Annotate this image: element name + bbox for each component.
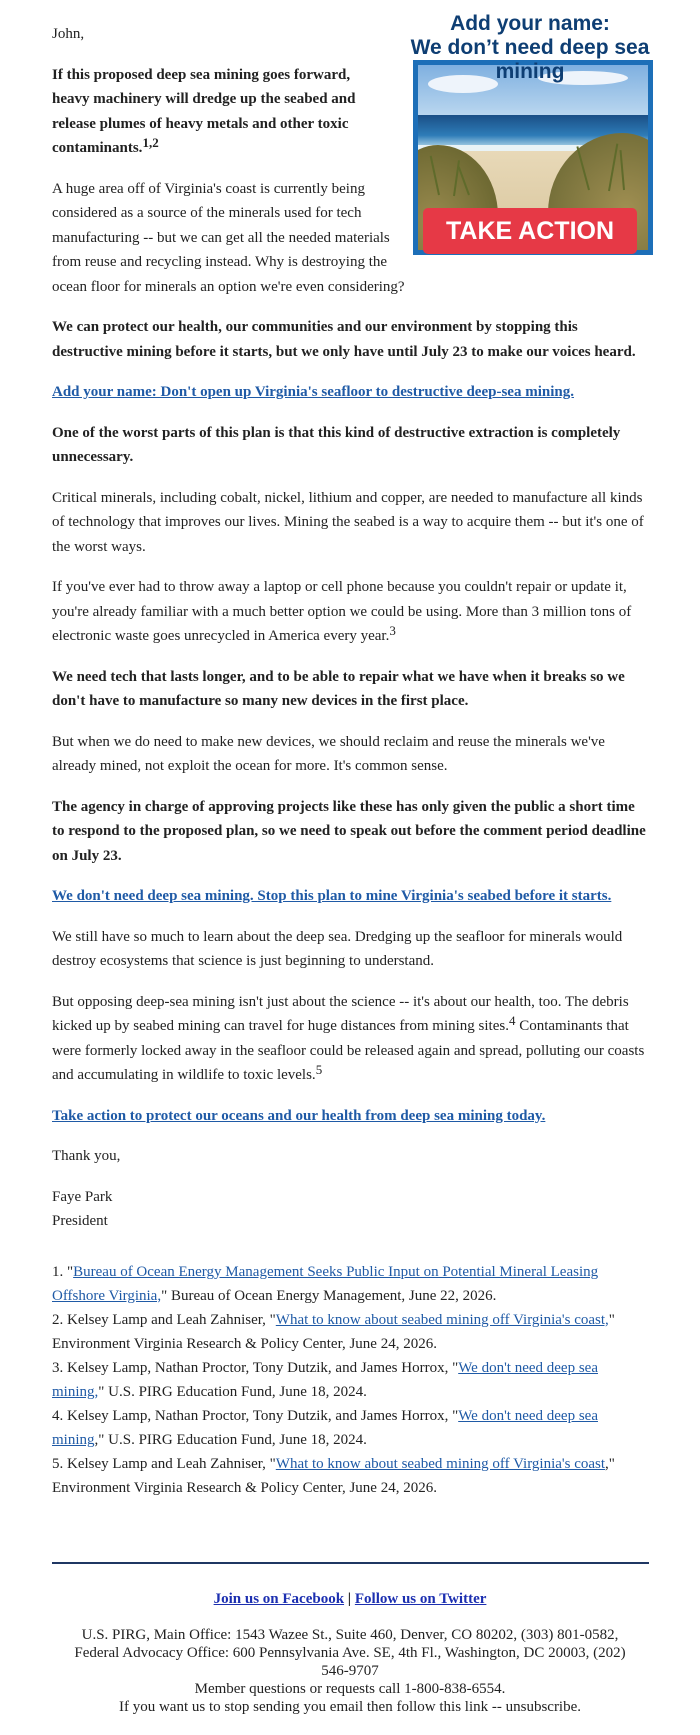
footnote-suffix: " Bureau of Ocean Energy Management, June 22, 2026. [161,1287,497,1304]
address-line: Federal Advocacy Office: 600 Pennsylvania Ave. SE, 4th Fl., Washington, DC 20003, (202) [74,1645,626,1661]
signature [52,1185,649,1234]
twitter-link[interactable]: Follow us on Twitter [354,1591,487,1607]
take-action-button[interactable]: TAKE ACTION [423,208,637,254]
body-paragraph: A huge area off of Virginia's coast is currently being considered as a source of the minerals used for tech manufacturing -- but we can get all the needed materials from reuse and recycling instead. Why is destroying the ocean floor for minerals an option we're even considering? [52,180,405,295]
promo-heading [405,12,655,84]
body-text: Contaminants that were formerly locked away in the seafloor could be released again and spread, polluting our coasts and accumulating in wildlife to toxic levels. [52,1018,645,1083]
body-paragraph [52,575,649,649]
footnote-suffix: " Environment Virginia Research & Policy Center, June 24, 2026. [52,1311,615,1352]
footnote-ref[interactable]: 5 [315,1062,323,1077]
footnote-prefix: 2. Kelsey Lamp and Leah Zahniser, " [52,1311,276,1328]
stop-plan-link[interactable]: We don't need deep sea mining. Stop this plan to mine Virginia's seabed before it starts. [52,888,612,904]
footer [0,1590,700,1716]
intro-text: If this proposed deep sea mining goes forward, heavy machinery will dredge up the seabed and release plumes of heavy metals and other toxic contaminants. [52,66,356,156]
add-name-link[interactable]: Add your name: Don't open up Virginia's seafloor to destructive deep-sea mining. [52,384,574,400]
address-line: U.S. PIRG, Main Office: 1543 Wazee St., Suite 460, Denver, CO 80202, (303) 801-0582, [81,1627,619,1643]
footnote-item [52,1404,649,1452]
email-body [52,12,650,1506]
footnote-item [52,1308,649,1356]
footnote-item [52,1452,649,1500]
facebook-link[interactable]: Join us on Facebook [213,1591,345,1607]
footnote-prefix: 3. Kelsey Lamp, Nathan Proctor, Tony Dutzik, and James Horrox, " [52,1359,459,1376]
promo-heading-line: Add your name: [450,12,610,35]
promo-banner[interactable] [405,12,655,257]
footnote-item [52,1356,649,1404]
member-line: Member questions or requests call 1-800-838-6554. [194,1681,506,1697]
footnote-suffix: " U.S. PIRG Education Fund, June 18, 2024. [98,1383,367,1400]
body-paragraph-bold: We can protect our health, our communities and our environment by stopping this destructive mining before it starts, but we only have until July 23 to make our voices heard. [52,319,636,360]
body-paragraph: We still have so much to learn about the deep sea. Dredging up the seafloor for minerals would destroy ecosystems that science is just beginning to understand. [52,928,623,969]
promo-heading-line: We don’t need deep sea [410,36,650,59]
body-paragraph [52,990,649,1088]
address-line: 546-9707 [321,1663,379,1679]
footnote-ref[interactable]: 4 [508,1013,516,1028]
social-links [0,1590,700,1608]
footnote-suffix: ," Environment Virginia Research & Policy Center, June 24, 2026. [52,1455,615,1496]
footnotes [52,1260,649,1506]
footnote-ref[interactable]: 3 [389,623,396,638]
footnote-link[interactable]: We don't need deep sea mining [52,1407,598,1448]
promo-heading-line: mining [495,60,565,83]
footnote-link[interactable]: What to know about seabed mining off Virginia's coast, [275,1311,609,1328]
footnote-suffix: ," U.S. PIRG Education Fund, June 18, 2024. [94,1431,367,1448]
footnote-prefix: 5. Kelsey Lamp and Leah Zahniser, " [52,1455,276,1472]
unsubscribe-line[interactable]: If you want us to stop sending you email then follow this link -- unsubscribe. [118,1699,582,1715]
footnote-link[interactable]: Bureau of Ocean Energy Management Seeks Public Input on Potential Mineral Leasing Offshore Virginia, [52,1263,599,1304]
body-text: If you've ever had to throw away a laptop or cell phone because you couldn't repair or update it, you're already familiar with a much better option we could be using. More than 3 million tons of electronic waste goes unrecycled in America every year. [52,579,632,644]
body-paragraph-bold: The agency in charge of approving projects like these has only given the public a short time to respond to the proposed plan, so we need to speak out before the comment period deadline on July 23. [52,798,646,864]
body-paragraph: But when we do need to make new devices, we should reclaim and reuse the minerals we've already mined, not exploit the ocean for more. It's common sense. [52,733,605,774]
footnote-link[interactable]: We don't need deep sea mining, [52,1359,598,1400]
greeting: John, [52,26,85,42]
body-paragraph: Critical minerals, including cobalt, nickel, lithium and copper, are needed to manufacture all kinds of technology that improves our lives. Mining the seabed is a way to acquire them -- but it's one of the worst ways. [52,489,644,555]
footnote-prefix: 4. Kelsey Lamp, Nathan Proctor, Tony Dutzik, and James Horrox, " [52,1407,459,1424]
footnote-item [52,1260,649,1308]
signer-title: President [52,1213,108,1229]
footnote-link[interactable]: What to know about seabed mining off Virginia's coast [275,1455,606,1472]
body-paragraph-bold: We need tech that lasts longer, and to be able to repair what we have when it breaks so we don't have to manufacture so many new devices in the first place. [52,668,625,709]
footnote-prefix: 1. " [52,1263,74,1280]
take-action-link[interactable]: Take action to protect our oceans and our health from deep sea mining today. [52,1107,546,1124]
separator: | [347,1591,352,1607]
signer-name: Faye Park [52,1188,113,1205]
body-paragraph-bold: One of the worst parts of this plan is that this kind of destructive extraction is completely unnecessary. [52,424,621,465]
thanks: Thank you, [52,1148,121,1164]
body-text: But opposing deep-sea mining isn't just about the science -- it's about our health, too. The debris kicked up by seabed mining can travel for huge distances from mining sites. [52,993,629,1034]
footnote-ref[interactable]: 1,2 [142,135,159,150]
footer-divider [52,1562,649,1564]
